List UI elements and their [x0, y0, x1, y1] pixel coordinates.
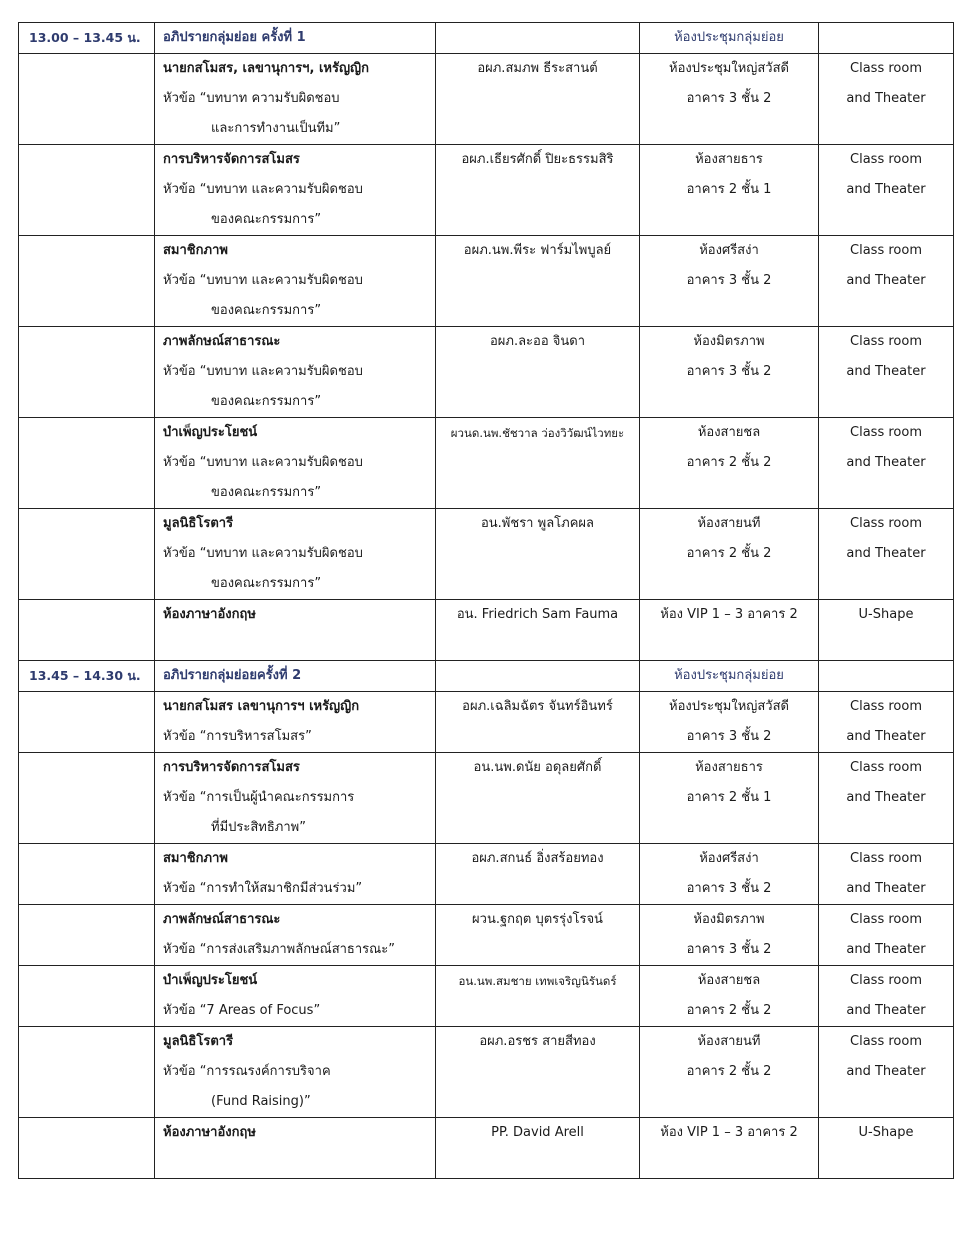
empty-cell [19, 1027, 155, 1118]
speaker-name: อผภ.นพ.พีระ ฟาร์มไพบูลย์ [463, 243, 612, 258]
layout-line: and Theater [846, 790, 926, 805]
topic-title: บำเพ็ญประโยชน์ [163, 425, 258, 440]
layout-line: Class room [850, 973, 922, 988]
empty-cell [436, 23, 640, 54]
room-line: อาคาร 2 ชั้น 2 [686, 1064, 772, 1079]
layout-line: and Theater [846, 182, 926, 197]
room-line: ห้องสายธาร [695, 760, 763, 775]
room-line: อาคาร 2 ชั้น 2 [686, 1003, 772, 1018]
session-title: อภิปรายกลุ่มย่อย ครั้งที่ 1 [163, 30, 306, 45]
session-venue-cell [640, 661, 819, 692]
room-line: อาคาร 3 ชั้น 2 [686, 729, 772, 744]
layout-line: Class room [850, 912, 922, 927]
session-header-row [19, 661, 954, 692]
empty-cell [19, 600, 155, 661]
speaker-cell [436, 418, 640, 509]
empty-cell [19, 418, 155, 509]
room-cell [640, 145, 819, 236]
topic-subtitle: หัวข้อ “บทบาท และความรับผิดชอบ [163, 273, 363, 288]
layout-cell [819, 54, 954, 145]
topic-cell [155, 327, 436, 418]
layout-cell [819, 509, 954, 600]
speaker-name: ผวนด.นพ.ชัชวาล ว่องวิวัฒน์ไวทยะ [450, 426, 625, 440]
topic-title: การบริหารจัดการสโมสร [163, 152, 300, 167]
topic-subtitle: ของคณะกรรมการ” [211, 394, 322, 409]
speaker-cell [436, 54, 640, 145]
topic-cell [155, 753, 436, 844]
session-title-cell [155, 661, 436, 692]
speaker-cell [436, 1118, 640, 1179]
layout-line: Class room [850, 1034, 922, 1049]
table-row [19, 966, 954, 1027]
room-line: อาคาร 3 ชั้น 2 [686, 942, 772, 957]
layout-cell [819, 327, 954, 418]
topic-title: สมาชิกภาพ [163, 243, 228, 258]
schedule-table [18, 22, 954, 1179]
room-line: ห้อง VIP 1 – 3 อาคาร 2 [660, 607, 798, 622]
table-row [19, 1027, 954, 1118]
speaker-name: อผภ.อรชร สายสีทอง [479, 1034, 596, 1049]
layout-line: Class room [850, 61, 922, 76]
table-row [19, 509, 954, 600]
speaker-name: อน. Friedrich Sam Fauma [456, 607, 619, 622]
layout-line: U-Shape [858, 1125, 914, 1140]
speaker-name: ผวน.ฐกฤต บุตรรุ่งโรจน์ [472, 912, 603, 927]
topic-title: ห้องภาษาอังกฤษ [163, 1125, 256, 1140]
room-line: อาคาร 2 ชั้น 1 [686, 182, 772, 197]
room-line: ห้องมิตรภาพ [693, 334, 765, 349]
room-cell [640, 966, 819, 1027]
topic-title: ห้องภาษาอังกฤษ [163, 607, 256, 622]
layout-line: Class room [850, 760, 922, 775]
room-cell [640, 905, 819, 966]
topic-cell [155, 509, 436, 600]
topic-title: ภาพลักษณ์สาธารณะ [163, 912, 281, 927]
room-line: ห้องสายนที [697, 1034, 761, 1049]
room-cell [640, 844, 819, 905]
speaker-name: อน.พัชรา พูลโภคผล [480, 516, 594, 531]
empty-cell [19, 692, 155, 753]
layout-line: Class room [850, 152, 922, 167]
speaker-name: PP. David Arell [491, 1125, 584, 1140]
topic-cell [155, 692, 436, 753]
topic-subtitle: ของคณะกรรมการ” [211, 303, 322, 318]
empty-cell [19, 966, 155, 1027]
speaker-cell [436, 600, 640, 661]
room-cell [640, 54, 819, 145]
speaker-cell [436, 327, 640, 418]
room-line: อาคาร 2 ชั้น 1 [686, 790, 772, 805]
table-row [19, 418, 954, 509]
empty-cell [819, 661, 954, 692]
topic-cell [155, 54, 436, 145]
layout-cell [819, 966, 954, 1027]
room-line: อาคาร 2 ชั้น 2 [686, 455, 772, 470]
table-row [19, 692, 954, 753]
layout-line: Class room [850, 334, 922, 349]
room-line: ห้อง VIP 1 – 3 อาคาร 2 [660, 1125, 798, 1140]
topic-subtitle: หัวข้อ “บทบาท และความรับผิดชอบ [163, 364, 363, 379]
layout-line: and Theater [846, 1003, 926, 1018]
session-venue-cell [640, 23, 819, 54]
layout-line: U-Shape [858, 607, 914, 622]
room-cell [640, 236, 819, 327]
room-line: อาคาร 3 ชั้น 2 [686, 91, 772, 106]
table-row [19, 753, 954, 844]
empty-cell [19, 1118, 155, 1179]
layout-line: Class room [850, 699, 922, 714]
table-row [19, 905, 954, 966]
topic-subtitle: หัวข้อ “บทบาท ความรับผิดชอบ [163, 91, 340, 106]
topic-subtitle: หัวข้อ “การรณรงค์การบริจาค [163, 1064, 331, 1079]
topic-subtitle: หัวข้อ “7 Areas of Focus” [163, 1003, 321, 1018]
topic-cell [155, 600, 436, 661]
layout-line: and Theater [846, 546, 926, 561]
room-line: ห้องสายชล [697, 973, 761, 988]
layout-line: and Theater [846, 1064, 926, 1079]
topic-subtitle: หัวข้อ “การบริหารสโมสร” [163, 729, 312, 744]
layout-line: and Theater [846, 881, 926, 896]
room-line: อาคาร 3 ชั้น 2 [686, 273, 772, 288]
room-line: ห้องมิตรภาพ [693, 912, 765, 927]
layout-line: and Theater [846, 273, 926, 288]
session-time: 13.00 – 13.45 น. [29, 30, 141, 45]
topic-cell [155, 844, 436, 905]
topic-subtitle: หัวข้อ “การทำให้สมาชิกมีส่วนร่วม” [163, 881, 363, 896]
layout-cell [819, 600, 954, 661]
room-cell [640, 509, 819, 600]
topic-cell [155, 236, 436, 327]
topic-cell [155, 1027, 436, 1118]
session-time: 13.45 – 14.30 น. [29, 668, 141, 683]
room-cell [640, 1118, 819, 1179]
room-cell [640, 753, 819, 844]
layout-cell [819, 418, 954, 509]
speaker-cell [436, 236, 640, 327]
room-line: อาคาร 2 ชั้น 2 [686, 546, 772, 561]
layout-line: and Theater [846, 364, 926, 379]
layout-cell [819, 236, 954, 327]
layout-cell [819, 905, 954, 966]
layout-line: and Theater [846, 942, 926, 957]
session-header-row [19, 23, 954, 54]
topic-title: สมาชิกภาพ [163, 851, 228, 866]
speaker-cell [436, 966, 640, 1027]
speaker-cell [436, 905, 640, 966]
table-row [19, 1118, 954, 1179]
room-cell [640, 327, 819, 418]
room-cell [640, 692, 819, 753]
room-line: อาคาร 3 ชั้น 2 [686, 364, 772, 379]
table-row [19, 327, 954, 418]
topic-subtitle: (Fund Raising)” [211, 1094, 311, 1109]
speaker-cell [436, 844, 640, 905]
table-row [19, 145, 954, 236]
room-cell [640, 600, 819, 661]
layout-line: Class room [850, 425, 922, 440]
speaker-name: อน.นพ.สมชาย เทพเจริญนิรันดร์ [458, 974, 617, 988]
empty-cell [19, 145, 155, 236]
empty-cell [819, 23, 954, 54]
topic-title: นายกสโมสร, เลขานุการฯ, เหรัญญิก [163, 61, 369, 76]
table-row [19, 844, 954, 905]
speaker-cell [436, 1027, 640, 1118]
speaker-name: อน.นพ.ดนัย อดุลยศักดิ์ [473, 760, 602, 775]
layout-cell [819, 1027, 954, 1118]
speaker-cell [436, 509, 640, 600]
empty-cell [19, 905, 155, 966]
empty-cell [19, 327, 155, 418]
layout-line: and Theater [846, 455, 926, 470]
layout-line: and Theater [846, 729, 926, 744]
room-cell [640, 1027, 819, 1118]
table-row [19, 236, 954, 327]
topic-subtitle: ที่มีประสิทธิภาพ” [211, 820, 306, 835]
topic-subtitle: หัวข้อ “บทบาท และความรับผิดชอบ [163, 546, 363, 561]
table-row [19, 600, 954, 661]
speaker-cell [436, 145, 640, 236]
speaker-name: อผภ.เฉลิมฉัตร จันทร์อินทร์ [462, 699, 613, 714]
layout-line: and Theater [846, 91, 926, 106]
topic-subtitle: หัวข้อ “บทบาท และความรับผิดชอบ [163, 182, 363, 197]
topic-cell [155, 418, 436, 509]
room-cell [640, 418, 819, 509]
session-venue: ห้องประชุมกลุ่มย่อย [674, 30, 784, 45]
speaker-name: อผภ.สมภพ ธีระสานต์ [477, 61, 598, 76]
topic-title: บำเพ็ญประโยชน์ [163, 973, 258, 988]
topic-subtitle: ของคณะกรรมการ” [211, 485, 322, 500]
empty-cell [19, 753, 155, 844]
topic-title: มูลนิธิโรตารี [163, 516, 234, 531]
session-venue: ห้องประชุมกลุ่มย่อย [674, 668, 784, 683]
empty-cell [19, 54, 155, 145]
topic-title: การบริหารจัดการสโมสร [163, 760, 300, 775]
room-line: ห้องสายธาร [695, 152, 763, 167]
spacer [163, 1148, 435, 1178]
session-title-cell [155, 23, 436, 54]
room-line: ห้องสายชล [697, 425, 761, 440]
empty-cell [19, 844, 155, 905]
session-time-cell [19, 661, 155, 692]
session-title: อภิปรายกลุ่มย่อยครั้งที่ 2 [163, 668, 302, 683]
room-line: ห้องประชุมใหญ่สวัสดี [669, 699, 789, 714]
room-line: อาคาร 3 ชั้น 2 [686, 881, 772, 896]
spacer [163, 630, 435, 660]
topic-subtitle: หัวข้อ “การเป็นผู้นำคณะกรรมการ [163, 790, 355, 805]
room-line: ห้องประชุมใหญ่สวัสดี [669, 61, 789, 76]
topic-subtitle: ของคณะกรรมการ” [211, 212, 322, 227]
topic-title: ภาพลักษณ์สาธารณะ [163, 334, 281, 349]
layout-cell [819, 692, 954, 753]
room-line: ห้องศรีสง่า [699, 243, 759, 258]
topic-subtitle: หัวข้อ “บทบาท และความรับผิดชอบ [163, 455, 363, 470]
layout-cell [819, 145, 954, 236]
speaker-cell [436, 753, 640, 844]
topic-title: นายกสโมสร เลขานุการฯ เหรัญญิก [163, 699, 360, 714]
speaker-name: อผภ.ละออ จินดา [489, 334, 586, 349]
topic-cell [155, 966, 436, 1027]
topic-cell [155, 905, 436, 966]
topic-subtitle: หัวข้อ “การส่งเสริมภาพลักษณ์สาธารณะ” [163, 942, 395, 957]
layout-line: Class room [850, 851, 922, 866]
room-line: ห้องศรีสง่า [699, 851, 759, 866]
topic-subtitle: ของคณะกรรมการ” [211, 576, 322, 591]
layout-line: Class room [850, 243, 922, 258]
layout-cell [819, 753, 954, 844]
speaker-cell [436, 692, 640, 753]
empty-cell [436, 661, 640, 692]
session-time-cell [19, 23, 155, 54]
empty-cell [19, 236, 155, 327]
topic-cell [155, 145, 436, 236]
table-row [19, 54, 954, 145]
layout-cell [819, 1118, 954, 1179]
layout-cell [819, 844, 954, 905]
topic-title: มูลนิธิโรตารี [163, 1034, 234, 1049]
empty-cell [19, 509, 155, 600]
layout-line: Class room [850, 516, 922, 531]
speaker-name: อผภ.เธียรศักดิ์ ปิยะธรรมสิริ [461, 152, 614, 167]
speaker-name: อผภ.สกนธ์ อิ่งสร้อยทอง [471, 851, 604, 866]
room-line: ห้องสายนที [697, 516, 761, 531]
topic-subtitle: และการทำงานเป็นทีม” [211, 121, 341, 136]
topic-cell [155, 1118, 436, 1179]
